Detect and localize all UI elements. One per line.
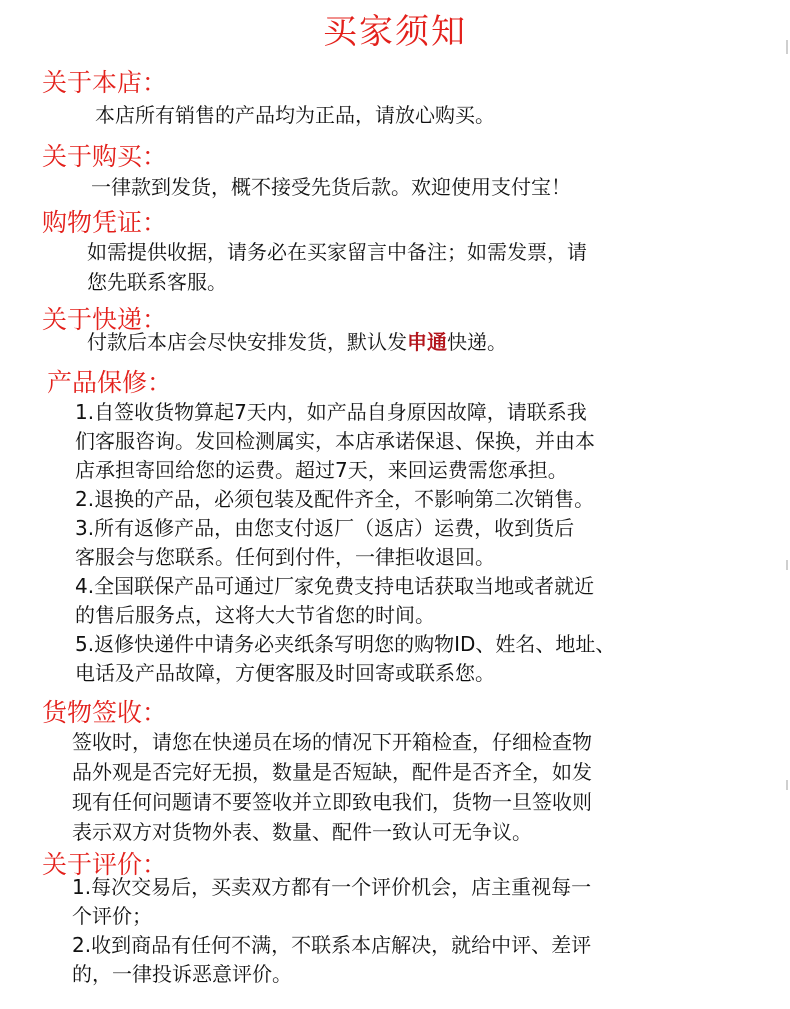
- review-text-line: 个评价；: [72, 904, 152, 928]
- purchase-text-line: 一律款到发货，概不接受先货后款。欢迎使用支付宝！: [91, 175, 571, 199]
- receipt-text-line: 签收时，请您在快递员在场的情况下开箱检查，仔细检查物: [72, 730, 592, 754]
- edge-mark: [786, 40, 788, 54]
- section-heading-warranty: 产品保修：: [47, 368, 173, 397]
- section-heading-purchase: 关于购买：: [42, 142, 168, 171]
- review-text-line: 1.每次交易后，买卖双方都有一个评价机会，店主重视每一: [72, 875, 592, 899]
- receipt-text-line: 品外观是否完好无损，数量是否短缺，配件是否齐全，如发: [72, 760, 592, 784]
- store-text-line: 本店所有销售的产品均为正品，请放心购买。: [95, 103, 495, 127]
- express-text-after: 快递。: [447, 330, 507, 354]
- proof-text-line: 如需提供收据，请务必在买家留言中备注；如需发票，请: [87, 240, 587, 264]
- section-heading-express: 关于快递：: [42, 305, 168, 334]
- section-heading-proof: 购物凭证：: [42, 208, 168, 237]
- warranty-text-line: 店承担寄回给您的运费。超过7天，来回运费需您承担。: [75, 458, 568, 482]
- warranty-text-line: 4.全国联保产品可通过厂家免费支持电话获取当地或者就近: [75, 574, 595, 598]
- section-heading-store: 关于本店：: [42, 68, 168, 97]
- express-text-before: 付款后本店会尽快安排发货，默认发: [87, 330, 407, 354]
- express-courier-highlight: 申通: [407, 330, 447, 354]
- warranty-text-line: 们客服咨询。发回检测属实，本店承诺保退、保换，并由本: [75, 429, 595, 453]
- warranty-text-line: 2.退换的产品，必须包装及配件齐全，不影响第二次销售。: [75, 487, 595, 511]
- section-heading-receipt: 货物签收：: [42, 698, 168, 727]
- warranty-text-line: 3.所有返修产品，由您支付返厂（返店）运费，收到货后: [75, 516, 575, 540]
- review-text-line: 的，一律投诉恶意评价。: [72, 962, 292, 986]
- edge-mark: [786, 560, 788, 570]
- proof-text-line: 您先联系客服。: [87, 270, 227, 294]
- warranty-text-line: 的售后服务点，这将大大节省您的时间。: [75, 603, 435, 627]
- warranty-text-line: 5.返修快递件中请务必夹纸条写明您的购物ID、姓名、地址、: [75, 632, 616, 656]
- edge-mark: [786, 780, 788, 790]
- receipt-text-line: 表示双方对货物外表、数量、配件一致认可无争议。: [72, 820, 532, 844]
- warranty-text-line: 客服会与您联系。任何到付件，一律拒收退回。: [75, 545, 495, 569]
- section-heading-review: 关于评价：: [42, 850, 168, 879]
- warranty-text-line: 电话及产品故障，方便客服及时回寄或联系您。: [75, 661, 495, 685]
- receipt-text-line: 现有任何问题请不要签收并立即致电我们，货物一旦签收则: [72, 790, 592, 814]
- express-text-line: [87, 330, 507, 354]
- page-title: 买家须知: [323, 12, 467, 52]
- warranty-text-line: 1.自签收货物算起7天内，如产品自身原因故障，请联系我: [75, 400, 587, 424]
- review-text-line: 2.收到商品有任何不满，不联系本店解决，就给中评、差评: [72, 933, 592, 957]
